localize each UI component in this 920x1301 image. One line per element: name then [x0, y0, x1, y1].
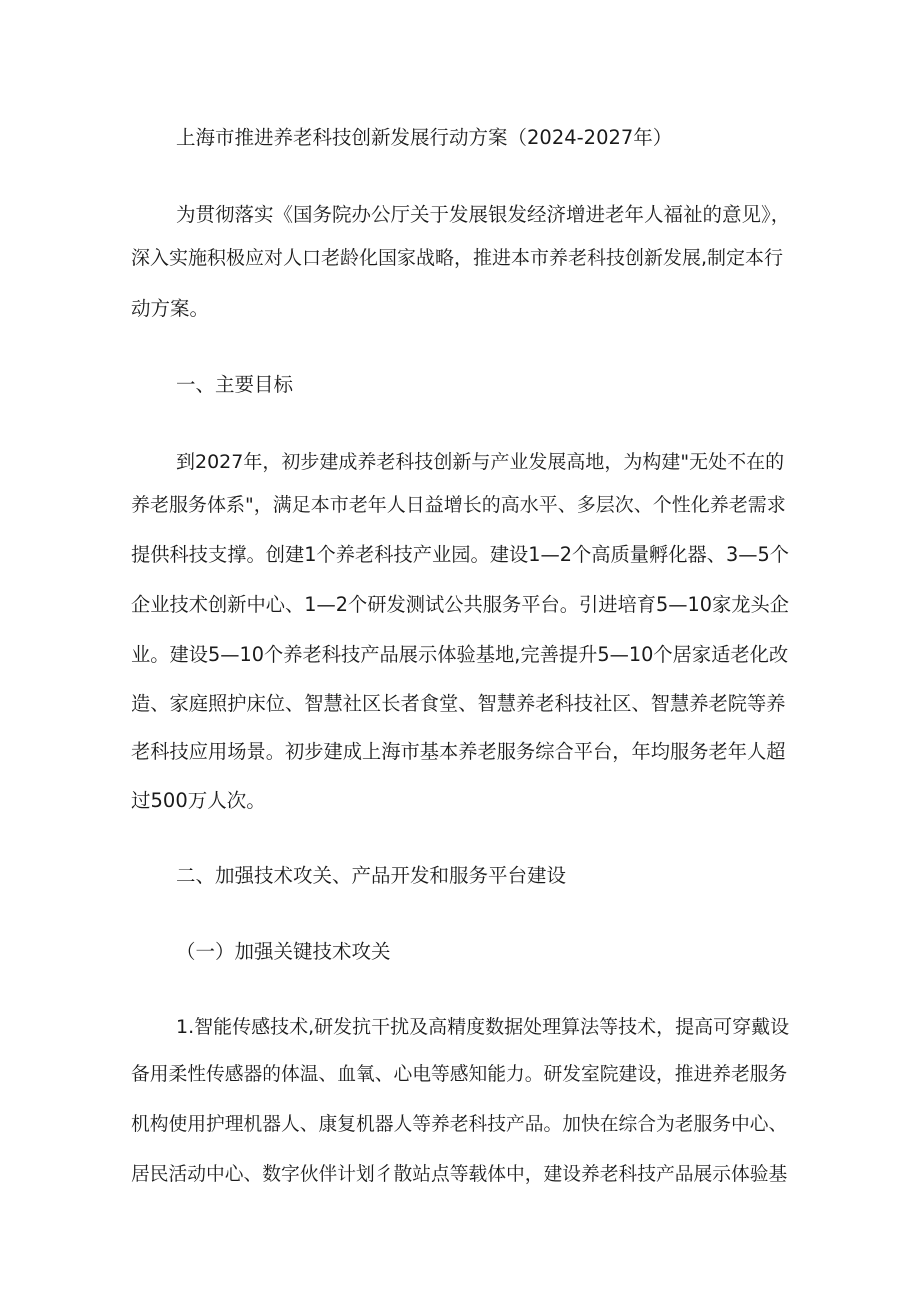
section-heading: 一、主要目标 — [176, 373, 294, 396]
paragraph-line: 提供科技支撑。创建1个养老科技产业园。建设1—2个高质量孵化器、3—5个 — [131, 543, 789, 566]
paragraph-line: 造、家庭照护床位、智慧社区长者食堂、智慧养老科技社区、智慧养老院等养 — [131, 692, 786, 715]
paragraph-line: 老科技应用场景。初步建成上海市基本养老服务综合平台，年均服务老年人超 — [131, 740, 786, 763]
subsection-heading: （一）加强关键技术攻关 — [176, 940, 391, 963]
paragraph-line: 为贯彻落实《国务院办公厅关于发展银发经济增进老年人福祉的意见》， — [176, 203, 791, 226]
paragraph-line: 过500万人次。 — [131, 789, 266, 812]
paragraph-line: 养老服务体系"，满足本市老年人日益增长的高水平、多层次、个性化养老需求 — [131, 494, 786, 516]
paragraph-line: 1.智能传感技术,研发抗干扰及高精度数据处理算法等技术，提高可穿戴设 — [176, 1016, 790, 1038]
document-title: 上海市推进养老科技创新发展行动方案（2024-2027年） — [176, 126, 673, 149]
paragraph-line: 业。建设5—10个养老科技产品展示体验基地,完善提升5—10个居家适老化改 — [131, 643, 789, 666]
paragraph-line: 机构使用护理机器人、康复机器人等养老科技产品。加快在综合为老服务中心、 — [131, 1114, 788, 1135]
paragraph-line: 企业技术创新中心、1—2个研发测试公共服务平台。引进培育5—10家龙头企 — [131, 593, 789, 616]
paragraph-line: 到2027年，初步建成养老科技创新与产业发展高地，为构建"无处不在的 — [176, 451, 785, 473]
paragraph-line: 居民活动中心、数字伙伴计划彳散站点等载体中，建设养老科技产品展示体验基 — [131, 1164, 788, 1185]
paragraph-line: 备用柔性传感器的体温、血氧、心电等感知能力。研发室院建设，推进养老服务 — [131, 1064, 788, 1085]
section-heading: 二、加强技术攻关、产品开发和服务平台建设 — [176, 864, 567, 887]
paragraph-line: 动方案。 — [131, 297, 210, 320]
paragraph-line: 深入实施积极应对人口老龄化国家战略，推进本市养老科技创新发展,制定本行 — [131, 247, 784, 269]
